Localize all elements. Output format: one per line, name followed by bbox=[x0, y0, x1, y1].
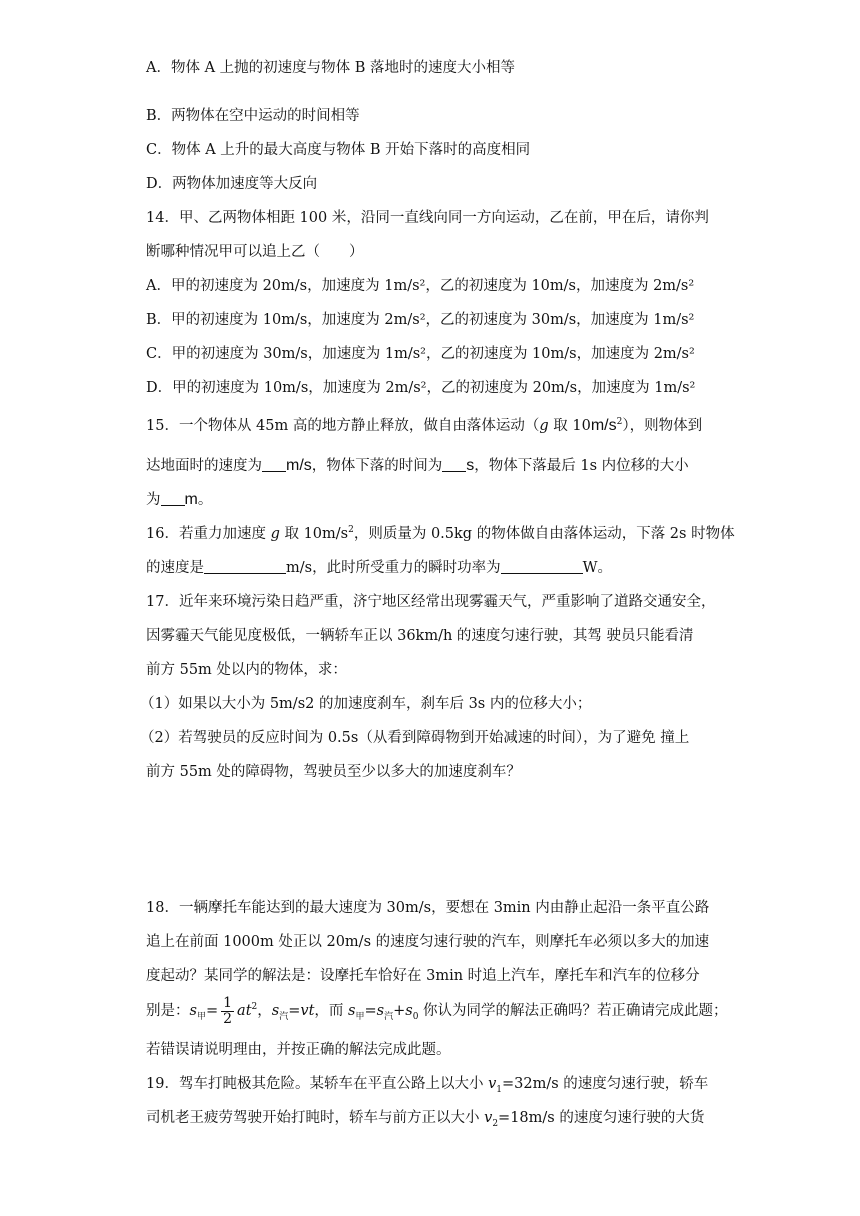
q15-unit: m/s bbox=[286, 457, 312, 474]
q15-line2 bbox=[146, 456, 689, 476]
q14-stem-line2: 断哪种情况甲可以追上乙（ ） bbox=[146, 244, 364, 260]
q15-text: 。 bbox=[197, 492, 213, 508]
q19-text: =32m/s 的速度匀速行驶，轿车 bbox=[502, 1076, 709, 1092]
q19-symbol-v: v bbox=[484, 1110, 493, 1126]
q18-subscript: 汽 bbox=[384, 1011, 394, 1022]
q16-text: 的速度是 bbox=[146, 560, 204, 576]
q19-line2 bbox=[146, 1108, 704, 1128]
fraction-one-half bbox=[221, 996, 234, 1027]
q15-text: ），则物体到 bbox=[622, 418, 703, 434]
q18-symbol-s: s bbox=[405, 1003, 413, 1019]
q18-text: + bbox=[393, 1003, 406, 1019]
q16-text: 16．若重力加速度 bbox=[146, 526, 271, 542]
q18-symbol-s: s bbox=[189, 1003, 197, 1019]
q19-symbol-v: v bbox=[488, 1076, 497, 1092]
q15-line1 bbox=[146, 416, 702, 436]
q18-text: 别是： bbox=[146, 1003, 190, 1019]
q14-option-c: C．甲的初速度为 30m/s，加速度为 1m/s²，乙的初速度为 10m/s，加速度为 2m/s² bbox=[146, 346, 695, 362]
q19-line1 bbox=[146, 1074, 708, 1094]
q15-symbol-g: g bbox=[539, 418, 549, 434]
q18-text: = bbox=[364, 1003, 377, 1019]
q19-text: 19．驾车打盹极其危险。某轿车在平直公路上以大小 bbox=[146, 1076, 489, 1092]
q13-option-c: C．物体 A 上升的最大高度与物体 B 开始下落时的高度相同 bbox=[146, 142, 531, 158]
q15-text: ，物体下落最后 1s 内位移的大小 bbox=[474, 458, 689, 474]
q15-text: 15．一个物体从 45m 高的地方静止释放，做自由落体运动（ bbox=[146, 418, 540, 434]
q18-symbol-s: s bbox=[348, 1003, 356, 1019]
q13-option-d: D．两物体加速度等大反向 bbox=[146, 176, 318, 192]
q15-text: ，物体下落的时间为 bbox=[311, 458, 443, 474]
q17-line6: 前方 55m 处的障碍物，驾驶员至少以多大的加速度刹车？ bbox=[146, 764, 521, 780]
q18-line1: 18．一辆摩托车能达到的最大速度为 30m/s，要想在 3min 内由静止起沿一条平直公路 bbox=[146, 900, 710, 916]
answer-blank[interactable] bbox=[442, 457, 466, 472]
q18-subscript: 甲 bbox=[355, 1011, 365, 1022]
q15-line3 bbox=[146, 490, 212, 510]
q18-exponent: 2 bbox=[251, 1002, 258, 1013]
q17-line3: 前方 55m 处以内的物体，求： bbox=[146, 662, 347, 678]
q18-subscript: 甲 bbox=[196, 1011, 206, 1022]
q18-line4 bbox=[146, 994, 728, 1028]
q13-option-a: A．物体 A 上抛的初速度与物体 B 落地时的速度大小相等 bbox=[146, 60, 516, 76]
q15-unit: m/s bbox=[590, 417, 617, 434]
q14-option-d: D．甲的初速度为 10m/s，加速度为 2m/s²，乙的初速度为 20m/s，加速度为 1m/s² bbox=[146, 380, 696, 396]
q17-subquestion-2: （2）若驾驶员的反应时间为 0.5s（从看到障碍物到开始减速的时间），为了避免 撞上 bbox=[140, 730, 690, 746]
answer-blank[interactable] bbox=[204, 559, 286, 574]
q18-text: = bbox=[205, 1003, 219, 1019]
q14-stem-line1: 14．甲、乙两物体相距 100 米，沿同一直线向同一方向运动，乙在前，甲在后，请你判 bbox=[146, 210, 709, 226]
q18-line5: 若错误请说明理由，并按正确的解法完成此题。 bbox=[146, 1042, 451, 1058]
q18-text: 你认为同学的解法正确吗？若正确请完成此题； bbox=[418, 1003, 728, 1019]
q15-unit: s bbox=[466, 457, 475, 474]
q18-symbol-s: s bbox=[271, 1003, 280, 1019]
q16-exponent: 2 bbox=[348, 525, 354, 536]
q15-exponent: 2 bbox=[616, 417, 623, 428]
q15-text: 为 bbox=[146, 492, 161, 508]
q16-line1 bbox=[146, 524, 735, 544]
q13-option-b: B．两物体在空中运动的时间相等 bbox=[146, 108, 360, 124]
answer-blank[interactable] bbox=[262, 457, 286, 472]
q15-unit: m bbox=[184, 491, 198, 508]
answer-blank[interactable] bbox=[501, 559, 583, 574]
q16-text: ，则质量为 0.5kg 的物体做自由落体运动，下落 2s 时物体 bbox=[353, 526, 735, 542]
q16-line2 bbox=[146, 558, 612, 578]
q17-line2: 因雾霾天气能见度极低，一辆轿车正以 36km/h 的速度匀速行驶，其驾 驶员只能看清 bbox=[146, 628, 694, 644]
answer-blank[interactable] bbox=[161, 491, 185, 506]
q14-option-b: B．甲的初速度为 10m/s，加速度为 2m/s²，乙的初速度为 30m/s，加速度为 1m/s² bbox=[146, 312, 695, 328]
fraction-denominator: 2 bbox=[223, 1010, 233, 1027]
q16-text: m/s，此时所受重力的瞬时功率为 bbox=[286, 560, 501, 576]
q18-text: ， bbox=[257, 1003, 272, 1019]
q18-subscript: 0 bbox=[412, 1011, 419, 1022]
q18-subscript: 汽 bbox=[279, 1011, 289, 1022]
fraction-numerator: 1 bbox=[223, 994, 233, 1011]
q18-line3: 度起动？某同学的解法是：设摩托车恰好在 3min 时追上汽车，摩托车和汽车的位移分 bbox=[146, 968, 700, 984]
q18-symbol-s: s bbox=[376, 1003, 385, 1019]
q19-subscript: 2 bbox=[492, 1118, 499, 1129]
q18-symbol-vt: =vt bbox=[288, 1003, 315, 1019]
q16-text: W。 bbox=[582, 560, 612, 576]
q18-symbol-at: at bbox=[237, 1003, 252, 1019]
q16-text: 取 10m/s bbox=[279, 526, 349, 542]
q15-text: 取 10 bbox=[548, 418, 591, 434]
q15-text: 达地面时的速度为 bbox=[146, 458, 262, 474]
q19-text: =18m/s 的速度匀速行驶的大货 bbox=[498, 1110, 705, 1126]
q19-text: 司机老王疲劳驾驶开始打盹时，轿车与前方正以大小 bbox=[146, 1110, 485, 1126]
q16-symbol-g: g bbox=[270, 526, 280, 542]
q18-text: ，而 bbox=[314, 1003, 349, 1019]
q18-line2: 追上在前面 1000m 处正以 20m/s 的速度匀速行驶的汽车，则摩托车必须以多大的加速 bbox=[146, 934, 710, 950]
q19-subscript: 1 bbox=[496, 1084, 502, 1095]
q14-option-a: A．甲的初速度为 20m/s，加速度为 1m/s²，乙的初速度为 10m/s，加速度为 2m/s² bbox=[146, 278, 695, 294]
q17-subquestion-1: （1）如果以大小为 5m/s2 的加速度刹车，刹车后 3s 内的位移大小； bbox=[140, 696, 592, 712]
q17-line1: 17．近年来环境污染日趋严重，济宁地区经常出现雾霾天气，严重影响了道路交通安全， bbox=[146, 594, 716, 610]
